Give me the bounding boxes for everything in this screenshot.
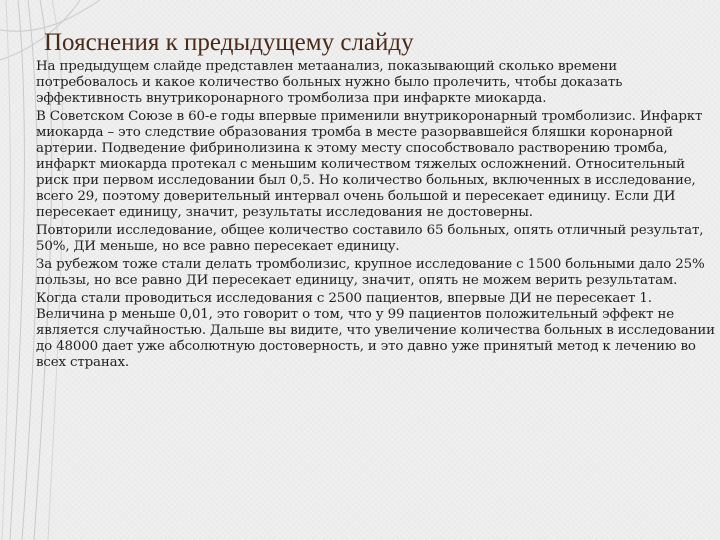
slide-body-text [36, 59, 718, 373]
paragraph-large-studies: Когда стали проводиться исследования с 2500 пациентов, впервые ДИ не пересекает 1. Величина р меньше 0,01, это говорит о том, что у 99 пациентов положительный эффект не является случайностью. Дальше вы видите, что увеличение количества больных в исследовании до 48000 дает уже абсолютную достоверность, и это давно уже принятый метод к лечению во всех странах. [36, 291, 715, 370]
paragraph-repeat-study: Повторили исследование, общее количество составило 65 больных, опять отличный результат, 50%, ДИ меньше, но все равно пересекает единицу. [36, 223, 704, 254]
paragraph-soviet-union: В Советском Союзе в 60-е годы впервые применили внутрикоронарный тромболизис. Инфаркт миокарда – это следствие образования тромба в месте разорвавшейся бляшки коронарной артерии. Подведение фибринолизина к этому месту способствовало растворению тромба, инфаркт миокарда протекал с меньшим количеством тяжелых осложнений. Относительный риск при первом исследовании был 0,5. Но количество больных, включенных в исследование, всего 29, поэтому доверительный интервал очень большой и пересекает единицу. Если ДИ пересекает единицу, значит, результаты исследования не достоверны. [36, 109, 703, 220]
paragraph-abroad-study: За рубежом тоже стали делать тромболизис, крупное исследование с 1500 больными дало 25% пользы, но все равно ДИ пересекает единицу, значит, опять не можем верить результатам. [36, 257, 705, 288]
slide-title: Пояснения к предыдущему слайду [44, 29, 414, 56]
paragraph-metaanalysis: На предыдущем слайде представлен метаанализ, показывающий сколько времени потребовалось и какое количество больных нужно было пролечить, чтобы доказать эффективность внутрикоронарного тромболиза при инфаркте миокарда. [36, 59, 623, 106]
